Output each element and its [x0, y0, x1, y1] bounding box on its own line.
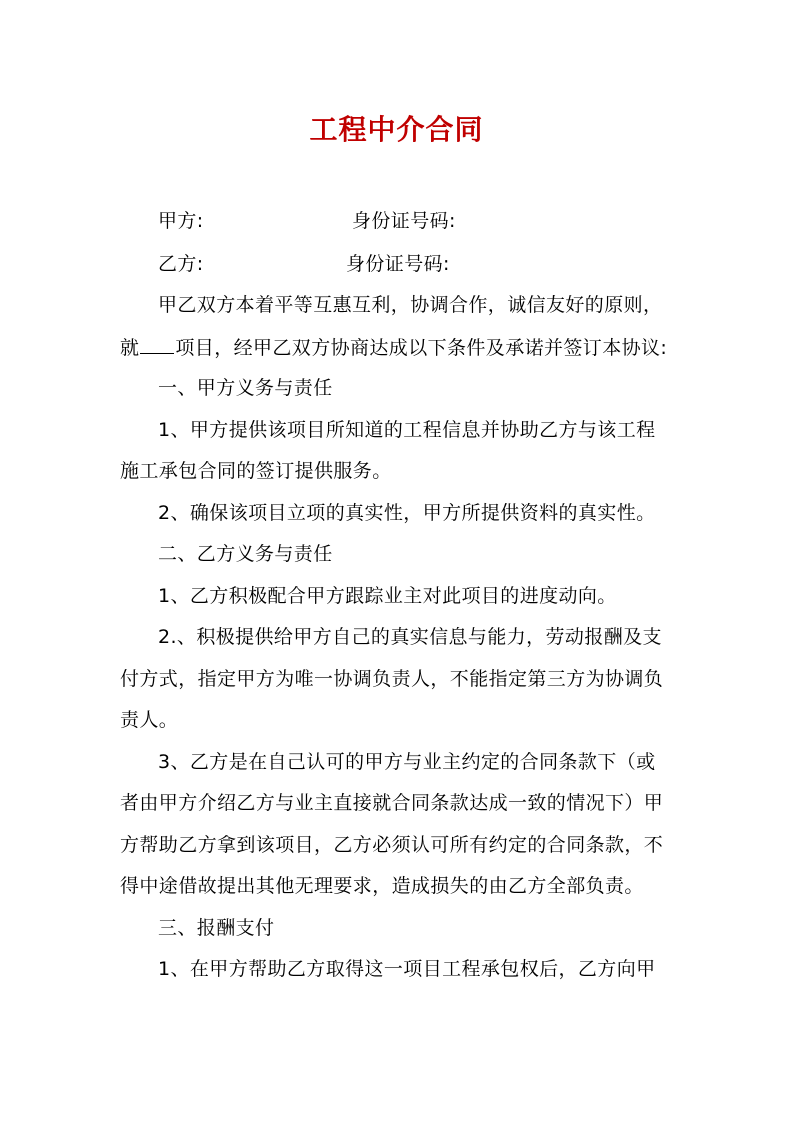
section2-item3-line1: 3、乙方是在自己认可的甲方与业主约定的合同条款下（或 [158, 751, 656, 773]
section2-item3-line4: 得中途借故提出其他无理要求，造成损失的由乙方全部负责。 [120, 875, 644, 897]
party-b-line [158, 250, 680, 278]
party-b-label: 乙方: [158, 253, 204, 275]
section2-item3-line3: 方帮助乙方拿到该项目，乙方必须认可所有约定的合同条款，不 [120, 834, 664, 856]
intro-line-2 [120, 333, 680, 362]
section3-item1-line1: 1、在甲方帮助乙方取得这一项目工程承包权后，乙方向甲 [158, 958, 656, 980]
party-a-label: 甲方: [158, 210, 204, 232]
party-b-id-label: 身份证号码: [346, 253, 450, 275]
section3-heading: 三、报酬支付 [158, 917, 275, 939]
section1-item2: 2、确保该项目立项的真实性，甲方所提供资料的真实性。 [158, 502, 656, 524]
section2-item3-line2: 者由甲方介绍乙方与业主直接就合同条款达成一致的情况下）甲 [120, 792, 664, 814]
intro-line-2-suffix: 项目，经甲乙双方协商达成以下条件及承诺并签订本协议: [175, 337, 668, 359]
document-title: 工程中介合同 [309, 113, 484, 146]
section2-item2-line1: 2.、积极提供给甲方自己的真实信息与能力，劳动报酬及支 [158, 626, 662, 648]
section2-heading: 二、乙方义务与责任 [158, 543, 333, 565]
section2-item1: 1、乙方积极配合甲方跟踪业主对此项目的进度动向。 [158, 585, 617, 607]
intro-line-2-prefix: 就 [120, 337, 140, 359]
section1-heading: 一、甲方义务与责任 [158, 377, 333, 399]
party-a-line [158, 207, 680, 235]
section2-item2-line3: 责人。 [120, 709, 179, 731]
party-a-id-label: 身份证号码: [352, 210, 456, 232]
section1-item1-line2: 施工承包合同的签订提供服务。 [120, 460, 392, 482]
section2-item2-line2: 付方式，指定甲方为唯一协调负责人，不能指定第三方为协调负 [120, 668, 664, 690]
project-name-blank [140, 333, 174, 354]
section1-item1-line1: 1、甲方提供该项目所知道的工程信息并协助乙方与该工程 [158, 419, 656, 441]
intro-line-1: 甲乙双方本着平等互惠互利，协调合作，诚信友好的原则， [158, 294, 663, 316]
